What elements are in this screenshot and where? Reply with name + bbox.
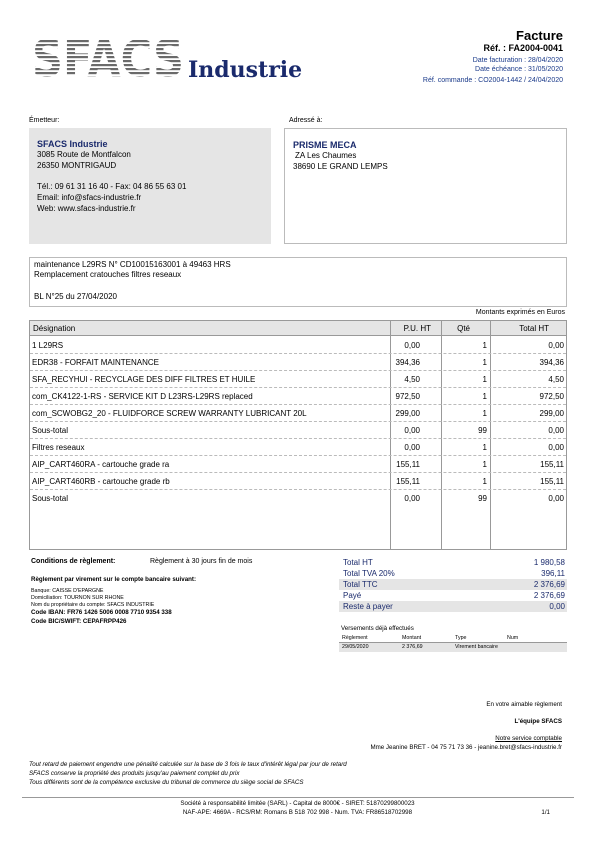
item-total: 394,36 xyxy=(539,358,564,367)
item-designation: Filtres reseaux xyxy=(32,443,85,452)
footer-company-info: Société à responsabilité limitée (SARL) - Capital de 8000€ - SIRET: 51870299800023 xyxy=(180,800,415,807)
legal-line-1: Tout retard de paiement engendre une pénalité calculée sur la base de 3 fois le taux d'intérêt légal par jour de retard xyxy=(29,761,347,768)
sender-phone: Tél.: 09 61 31 16 40 - Fax: 04 86 55 63 01 xyxy=(37,182,187,191)
recipient-label: Adressé à: xyxy=(289,117,323,124)
item-unit-price: 155,11 xyxy=(396,460,420,469)
table-row xyxy=(30,456,566,473)
total-value: 2 376,69 xyxy=(533,580,565,589)
item-quantity: 1 xyxy=(482,358,487,367)
item-total: 0,00 xyxy=(548,494,564,503)
description-line-3: BL N°25 du 27/04/2020 xyxy=(34,292,117,301)
header-designation: Désignation xyxy=(33,324,76,333)
item-unit-price: 394,36 xyxy=(395,358,420,367)
total-label: Total TTC xyxy=(343,580,378,589)
sender-web: Web: www.sfacs-industrie.fr xyxy=(37,204,136,213)
table-row xyxy=(30,354,566,371)
company-logo xyxy=(30,28,320,88)
document-title: Facture xyxy=(516,28,563,43)
item-designation: com_CK4122-1-RS - SERVICE KIT D L23RS-L29RS replaced xyxy=(32,392,253,401)
table-row xyxy=(30,388,566,405)
item-quantity: 99 xyxy=(478,494,487,503)
table-row xyxy=(30,473,566,490)
recipient-address-2: 38690 LE GRAND LEMPS xyxy=(293,162,388,171)
item-quantity: 1 xyxy=(482,375,487,384)
total-value: 2 376,69 xyxy=(533,591,565,600)
logo-sub-text: Industrie xyxy=(188,57,303,83)
item-designation: EDR38 - FORFAIT MAINTENANCE xyxy=(32,358,159,367)
remaining-row xyxy=(339,601,567,612)
payments-title: Versements déjà effectués xyxy=(341,625,414,632)
table-row xyxy=(30,337,566,354)
item-quantity: 1 xyxy=(482,409,487,418)
payments-header-cell: Montant xyxy=(402,635,422,641)
total-vat-row xyxy=(339,568,567,579)
item-unit-price: 155,11 xyxy=(396,477,420,486)
bank-domiciliation: Domiciliation: TOURNON SUR RHONE xyxy=(31,595,124,601)
item-designation: AIP_CART460RA - cartouche grade ra xyxy=(32,460,170,469)
currency-note: Montants exprimés en Euros xyxy=(475,309,565,316)
header-quantity: Qté xyxy=(457,324,470,333)
bank-transfer-title: Règlement par virement sur le compte bancaire suivant: xyxy=(31,576,197,583)
description-line-1: maintenance L29RS N° CD10015163001 à 49463 HRS xyxy=(34,260,231,269)
signature-contact: Mme Jeanine BRET - 04 75 71 73 36 - jeanine.bret@sfacs-industrie.fr xyxy=(370,744,562,751)
items-table-body xyxy=(30,337,566,507)
sender-address-1: 3085 Route de Montfalcon xyxy=(37,150,131,159)
recipient-name: PRISME MECA xyxy=(293,140,357,150)
item-unit-price: 972,50 xyxy=(395,392,420,401)
item-quantity: 1 xyxy=(482,477,487,486)
item-quantity: 99 xyxy=(478,426,487,435)
item-unit-price: 0,00 xyxy=(404,341,420,350)
item-total: 0,00 xyxy=(548,426,564,435)
total-label: Total TVA 20% xyxy=(343,569,395,578)
footer-registration-info: NAF-APE: 4669A - RCS/RM: Romans B 518 702 998 - Num. TVA: FR86518702998 xyxy=(182,809,413,816)
total-value: 396,11 xyxy=(541,569,565,578)
total-label: Payé xyxy=(343,591,362,600)
payments-header-cell: Règlement xyxy=(342,635,368,641)
item-unit-price: 0,00 xyxy=(404,494,420,503)
order-reference: Réf. commande : CO2004-1442 / 24/04/2020 xyxy=(422,77,563,84)
bank-name: Banque: CAISSE D'EPARGNE xyxy=(31,588,104,594)
sender-block xyxy=(29,128,271,244)
total-value: 1 980,58 xyxy=(533,558,565,567)
paid-row xyxy=(339,590,567,601)
table-row xyxy=(30,371,566,388)
total-ht-row xyxy=(339,557,567,568)
item-unit-price: 4,50 xyxy=(404,375,420,384)
table-row xyxy=(30,422,566,439)
invoice-date: Date facturation : 28/04/2020 xyxy=(472,57,563,64)
bank-bic: Code BIC/SWIFT: CEPAFRPP426 xyxy=(31,618,127,625)
due-date: Date échéance : 31/05/2020 xyxy=(475,66,563,73)
item-designation: 1 L29RS xyxy=(32,341,64,350)
items-table-header xyxy=(29,320,567,336)
legal-line-2: SFACS conserve la propriété des produits jusqu'au paiement complet du prix xyxy=(29,770,240,777)
item-designation: AIP_CART460RB - cartouche grade rb xyxy=(32,477,170,486)
recipient-address-1: ZA Les Chaumes xyxy=(295,151,357,160)
table-row xyxy=(339,643,567,652)
item-quantity: 1 xyxy=(482,460,487,469)
item-designation: Sous-total xyxy=(32,426,69,435)
invoice-description xyxy=(29,257,567,307)
payments-header-cell: Type xyxy=(455,635,467,641)
sender-email: Email: info@sfacs-industrie.fr xyxy=(37,193,142,202)
signature-team: L'équipe SFACS xyxy=(514,718,562,725)
item-designation: SFA_RECYHUI - RECYCLAGE DES DIFF FILTRES ET HUILE xyxy=(32,375,256,384)
payments-header-cell: Num xyxy=(507,635,519,641)
item-quantity: 1 xyxy=(482,392,487,401)
description-line-2: Remplacement cratouches filtres reseaux xyxy=(34,270,182,279)
payment-type: Virement bancaire xyxy=(455,644,498,650)
invoice-reference: Réf. : FA2004-0041 xyxy=(483,43,563,53)
sender-label: Émetteur: xyxy=(29,117,60,124)
item-total: 0,00 xyxy=(548,443,564,452)
item-total: 4,50 xyxy=(548,375,564,384)
item-designation: Sous-total xyxy=(32,494,69,503)
payment-terms-label: Conditions de règlement: xyxy=(31,558,116,565)
payment-terms-value: Règlement à 30 jours fin de mois xyxy=(150,558,253,565)
payments-header xyxy=(339,634,567,643)
page-number: 1/1 xyxy=(541,809,550,816)
header-unit-price: P.U. HT xyxy=(403,324,431,333)
legal-line-3: Tous différents sont de la compétence exclusive du tribunal de commerce du siège social de SFACS xyxy=(29,779,304,786)
item-total: 299,00 xyxy=(539,409,564,418)
payment-date: 29/05/2020 xyxy=(342,644,369,650)
item-unit-price: 0,00 xyxy=(404,426,420,435)
item-unit-price: 0,00 xyxy=(404,443,420,452)
sender-name: SFACS Industrie xyxy=(37,139,108,149)
item-designation: com_SCWOBG2_20 - FLUIDFORCE SCREW WARRANTY LUBRICANT 20L xyxy=(32,409,307,418)
item-total: 972,50 xyxy=(539,392,564,401)
payments-table xyxy=(339,634,567,652)
item-total: 0,00 xyxy=(548,341,564,350)
closing-greeting: En votre aimable règlement xyxy=(486,701,562,708)
signature-service: Notre service comptable xyxy=(495,735,562,742)
total-label: Reste à payer xyxy=(343,602,393,611)
payment-amount: 2 376,69 xyxy=(402,644,423,650)
table-row xyxy=(30,490,566,507)
sender-address-2: 26350 MONTRIGAUD xyxy=(37,161,117,170)
total-value: 0,00 xyxy=(549,602,565,611)
item-quantity: 1 xyxy=(482,341,487,350)
table-row xyxy=(30,405,566,422)
bank-iban: Code IBAN: FR76 1426 5006 0008 7710 9354 338 xyxy=(31,609,172,616)
item-unit-price: 299,00 xyxy=(395,409,420,418)
item-quantity: 1 xyxy=(482,443,487,452)
total-ttc-row xyxy=(339,579,567,590)
total-label: Total HT xyxy=(343,558,373,567)
logo-main-text: SFACS xyxy=(32,30,184,88)
table-row xyxy=(30,439,566,456)
header-total: Total HT xyxy=(519,324,549,333)
item-total: 155,11 xyxy=(540,460,564,469)
footer-divider xyxy=(22,797,574,798)
bank-account-owner: Nom du propriétaire du compte: SFACS INDUSTRIE xyxy=(31,602,155,608)
item-total: 155,11 xyxy=(540,477,564,486)
recipient-block xyxy=(284,128,567,244)
